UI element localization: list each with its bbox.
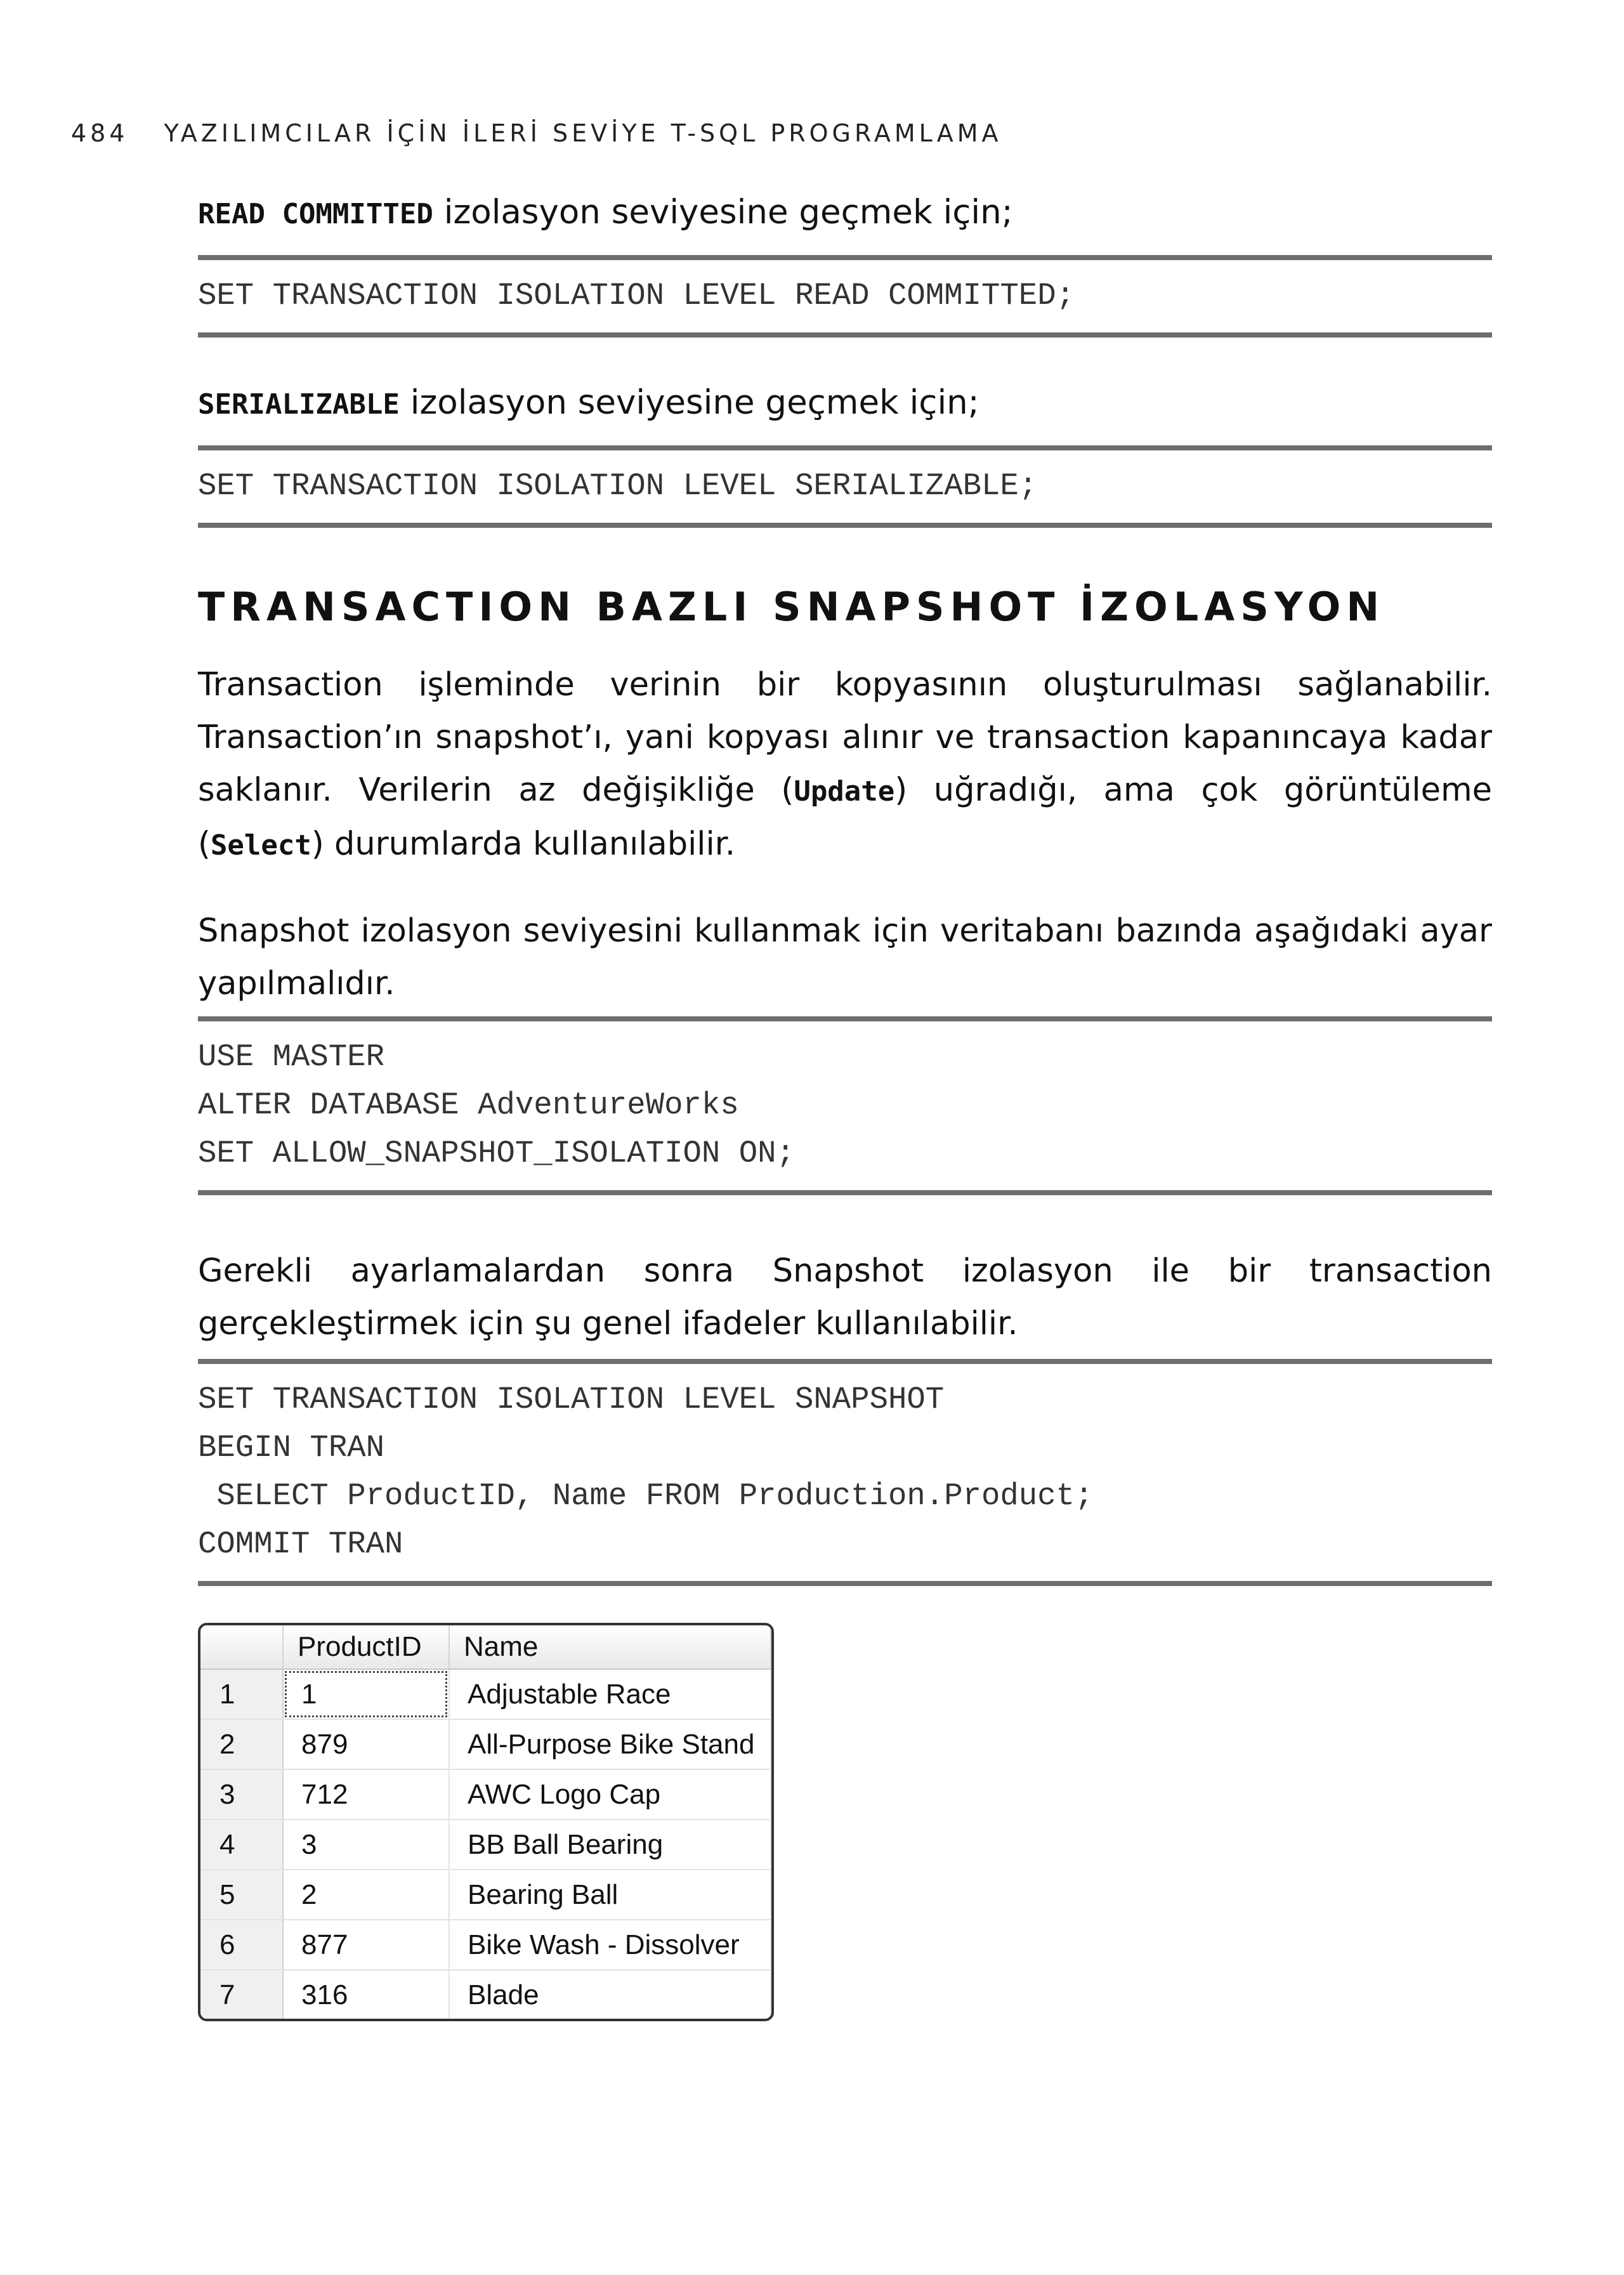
code-block-serializable [198, 445, 1492, 528]
row-number-header [200, 1625, 283, 1669]
table-row[interactable] [200, 1819, 771, 1870]
table-row[interactable] [200, 1719, 771, 1769]
paragraph-text: ) uğradığı, ama çok görüntüleme ( [198, 771, 1492, 863]
table-row[interactable] [200, 1970, 771, 2020]
row-number[interactable]: 7 [200, 1970, 283, 2020]
table-row[interactable] [200, 1920, 771, 1970]
row-number[interactable]: 1 [200, 1669, 283, 1719]
name-cell[interactable]: Bearing Ball [449, 1870, 771, 1920]
snapshot-paragraph-1 [198, 659, 1492, 872]
row-number[interactable]: 5 [200, 1870, 283, 1920]
results-table [200, 1625, 771, 2021]
row-number[interactable]: 6 [200, 1920, 283, 1970]
code-line: SELECT ProductID, Name FROM Production.Product; [198, 1478, 1094, 1514]
header-row [200, 1625, 771, 1669]
row-number[interactable]: 2 [200, 1719, 283, 1769]
table-row[interactable] [200, 1669, 771, 1719]
product-id-cell[interactable]: 712 [283, 1769, 449, 1819]
product-id-cell[interactable]: 3 [283, 1819, 449, 1870]
code-line: SET TRANSACTION ISOLATION LEVEL SERIALIZABLE; [198, 468, 1038, 504]
column-header-name[interactable]: Name [449, 1625, 771, 1669]
snapshot-paragraph-3 [198, 1245, 1492, 1350]
select-keyword: Select [210, 829, 311, 862]
serializable-keyword: SERIALIZABLE [198, 388, 400, 421]
row-number[interactable]: 3 [200, 1769, 283, 1819]
paragraph-text: ) durumlarda kullanılabilir. [311, 825, 736, 863]
code-block-read-committed [198, 255, 1492, 338]
table-row[interactable] [200, 1769, 771, 1819]
section-heading [198, 584, 1492, 630]
snapshot-paragraph-2 [198, 905, 1492, 1010]
name-cell[interactable]: All-Purpose Bike Stand [449, 1719, 771, 1769]
code-line: SET TRANSACTION ISOLATION LEVEL READ COMMITTED; [198, 278, 1075, 313]
serializable-section [198, 381, 1492, 427]
name-cell[interactable]: AWC Logo Cap [449, 1769, 771, 1819]
product-id-cell[interactable]: 877 [283, 1920, 449, 1970]
product-id-cell[interactable]: 2 [283, 1870, 449, 1920]
code-block-snapshot-transaction [198, 1359, 1492, 1586]
table-row[interactable] [200, 1870, 771, 1920]
section-title: TRANSACTION BAZLI SNAPSHOT İZOLASYON [198, 584, 1385, 630]
paragraph-text: Snapshot izolasyon seviyesini kullanmak için veritabanı bazında aşağıdaki ayar yapılmalıdır. [198, 912, 1492, 1002]
paragraph-text: Gerekli ayarlamalardan sonra Snapshot izolasyon ile bir transaction gerçekleştirmek için şu genel ifadeler kullanılabilir. [198, 1252, 1492, 1342]
name-cell[interactable]: Blade [449, 1970, 771, 2020]
code-line: COMMIT TRAN [198, 1526, 403, 1562]
code-line: SET ALLOW_SNAPSHOT_ISOLATION ON; [198, 1136, 795, 1171]
product-id-cell[interactable]: 316 [283, 1970, 449, 2020]
book-title: YAZILIMCILAR İÇİN İLERİ SEVİYE T-SQL PROGRAMLAMA [164, 119, 1002, 147]
paragraph-text: Transaction işleminde verinin bir kopyasının oluşturulması sağlanabilir. Transaction’ın snapshot’ı, yani kopyası alınır ve transaction kapanıncaya kadar saklanır. Verilerin az değişikliğe ( [198, 666, 1492, 809]
results-grid [198, 1623, 774, 2021]
page-number: 484 [71, 119, 129, 147]
read-committed-text: izolasyon seviyesine geçmek için; [433, 193, 1013, 232]
running-header [71, 119, 1002, 147]
name-cell[interactable]: BB Ball Bearing [449, 1819, 771, 1870]
read-committed-keyword: READ COMMITTED [198, 198, 433, 230]
product-id-cell[interactable]: 1 [283, 1669, 449, 1719]
column-header-productid[interactable]: ProductID [283, 1625, 449, 1669]
read-committed-section [198, 190, 1492, 237]
code-line: USE MASTER [198, 1039, 385, 1075]
serializable-text: izolasyon seviyesine geçmek için; [399, 383, 979, 422]
code-block-allow-snapshot [198, 1016, 1492, 1195]
product-id-cell[interactable]: 879 [283, 1719, 449, 1769]
name-cell[interactable]: Bike Wash - Dissolver [449, 1920, 771, 1970]
name-cell[interactable]: Adjustable Race [449, 1669, 771, 1719]
code-line: BEGIN TRAN [198, 1430, 385, 1465]
code-line: SET TRANSACTION ISOLATION LEVEL SNAPSHOT [198, 1382, 945, 1417]
update-keyword: Update [794, 775, 895, 808]
code-line: ALTER DATABASE AdventureWorks [198, 1087, 739, 1123]
row-number[interactable]: 4 [200, 1819, 283, 1870]
read-committed-intro [198, 190, 1492, 237]
serializable-intro [198, 381, 1492, 427]
